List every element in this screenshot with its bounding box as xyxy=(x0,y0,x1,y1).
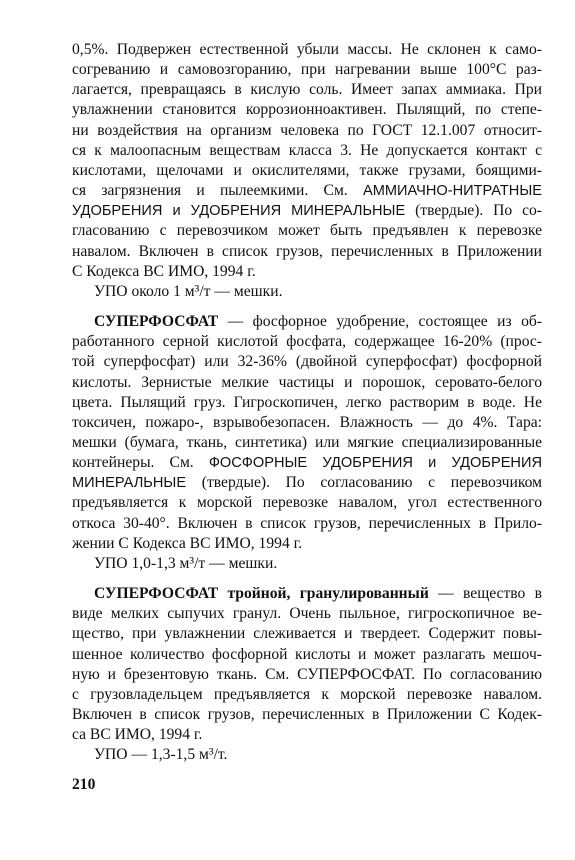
text-line: С Кодекса ВС ИМО, 1994 г. xyxy=(72,262,256,280)
text-fragment: (твердые). По согласованию с перевозчиком xyxy=(201,474,542,492)
upo-line: УПО — 1,3-1,5 м³/т. xyxy=(94,746,228,764)
text-line xyxy=(72,312,542,332)
text-line: той суперфосфат) или 32-36% (двойной суперфосфат) фосфорной xyxy=(72,353,542,371)
text-line xyxy=(72,453,542,473)
text-line: гласованию с перевозчиком может быть предъявлен к перевозке xyxy=(72,222,542,240)
text-line xyxy=(72,181,542,201)
text-line: ни воздействия на организм человека по ГОСТ 12.1.007 относит- xyxy=(72,121,542,139)
cross-reference: ФОСФОРНЫЕ УДОБРЕНИЯ и УДОБРЕНИЯ xyxy=(208,455,542,472)
text-fragment: — фосфорное удобрение, состоящее из об- xyxy=(227,313,542,331)
text-line: виде мелких сыпучих гранул. Очень пыльное, гигроскопичное ве- xyxy=(72,605,542,623)
text-line xyxy=(72,201,542,221)
cross-reference: МИНЕРАЛЬНЫЕ xyxy=(72,475,187,492)
text-line: щество, при увлажнении слеживается и твердеет. Содержит повы- xyxy=(72,625,542,643)
text-line: мешки (бумага, ткань, синтетика) или мягкие специализированные xyxy=(72,433,542,451)
cross-reference: УДОБРЕНИЯ и УДОБРЕНИЯ МИНЕРАЛЬНЫЕ xyxy=(72,203,406,220)
text-fragment: — вещество в xyxy=(438,585,542,603)
text-line: предъявляется к морской перевозке навалом, угол естественного xyxy=(72,494,542,512)
cross-reference: АММИАЧНО-НИТРАТНЫЕ xyxy=(362,183,542,200)
article-triple-superphosphate xyxy=(72,584,542,765)
text-line: навалом. Включен в список грузов, перечисленных в Приложении xyxy=(72,242,542,260)
article-term: СУПЕРФОСФАТ тройной, гранулированный xyxy=(94,585,429,603)
text-line: жении С Кодекса ВС ИМО, 1994 г. xyxy=(72,534,303,552)
text-line: с грузовладельцем предъявляется к морской перевозке навалом. xyxy=(72,685,542,703)
text-line: откоса 30-40°. Включен в список грузов, перечисленных в Прило- xyxy=(72,514,542,532)
upo-line: УПО 1,0-1,3 м³/т — мешки. xyxy=(94,554,278,572)
text-line: шенное количество фосфорной кислоты и может разлагать мешоч- xyxy=(72,645,542,663)
text-line: ся к малоопасным веществам класса 3. Не допускается контакт с xyxy=(72,141,542,159)
text-line: увлажнении становится коррозионноактивен. Пылящий, по степе- xyxy=(72,101,542,119)
text-line: Включен в список грузов, перечисленных в Приложении С Кодек- xyxy=(72,706,542,723)
text-line: 0,5%. Подвержен естественной убыли массы. Не склонен к само- xyxy=(72,41,542,58)
text-line: лагается, превращаясь в кислую соль. Имеет запах аммиака. При xyxy=(72,81,542,99)
text-line xyxy=(72,473,542,493)
upo-line: УПО около 1 м³/т — мешки. xyxy=(94,282,283,300)
text-line: са ВС ИМО, 1994 г. xyxy=(72,726,203,744)
text-line: токсичен, пожаро-, взрывобезопасен. Влажность — до 4%. Тара: xyxy=(72,413,542,431)
text-fragment: (твердые). По со- xyxy=(415,202,543,220)
document-page xyxy=(72,40,542,765)
text-fragment: контейнеры. См. xyxy=(72,454,194,472)
text-line: ную и брезентовую ткань. См. СУПЕРФОСФАТ. По согласованию xyxy=(72,665,542,683)
text-line xyxy=(72,584,542,604)
text-line: кислоты. Зернистые мелкие частицы и порошок, серовато-белого xyxy=(72,373,542,391)
article-term: СУПЕРФОСФАТ xyxy=(94,313,219,331)
text-line: работанного серной кислотой фосфата, содержащее 16-20% (прос- xyxy=(72,333,542,351)
page-number: 210 xyxy=(72,776,96,793)
article-superphosphate xyxy=(72,312,542,574)
text-fragment: ся загрязнения и пылеемкими. См. xyxy=(72,182,348,200)
article-ammonium-continuation xyxy=(72,40,542,302)
text-line: цвета. Пылящий груз. Гигроскопичен, легко растворим в воде. Не xyxy=(72,393,542,411)
text-line: согреванию и самовозгоранию, при нагревании выше 100°С раз- xyxy=(72,61,542,79)
text-line: кислотами, щелочами и окислителями, также грузами, боящими- xyxy=(72,161,542,179)
